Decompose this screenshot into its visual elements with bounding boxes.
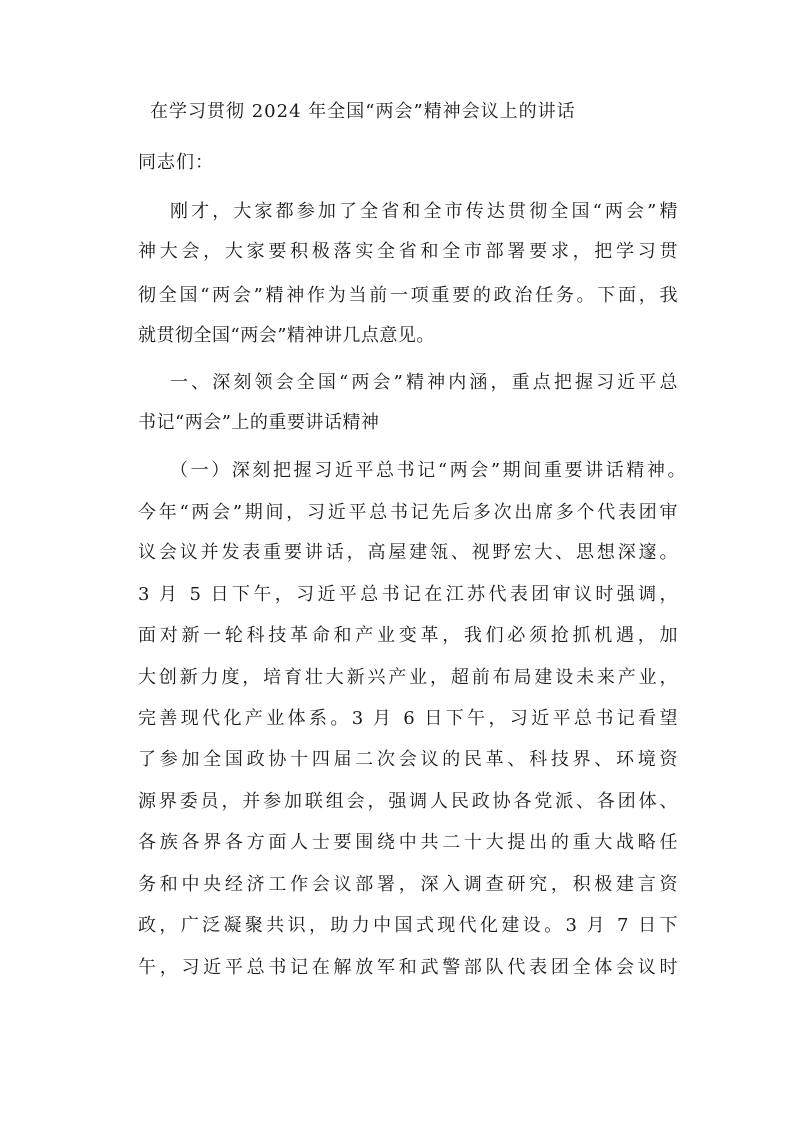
section-heading-line: 一、深刻领会全国“两会”精神内涵，重点把握习近平总 [170,372,678,393]
paragraph-line: 议会议并发表重要讲话，高屋建瓴、视野宏大、思想深邃。 [138,542,678,563]
paragraph-line: 刚才，大家都参加了全省和全市传达贯彻全国“两会”精 [170,201,678,222]
paragraph-line: 3 月 5 日下午，习近平总书记在江苏代表团审议时强调， [138,584,678,605]
paragraph-line: 源界委员，并参加联组会，强调人民政协各党派、各团体、 [138,791,678,812]
paragraph-line: 彻全国“两会”精神作为当前一项重要的政治任务。下面，我 [138,285,678,306]
paragraph-line: 大创新力度，培育壮大新兴产业，超前布局建设未来产业， [138,667,678,688]
paragraph-line: 神大会，大家要积极落实全省和全市部署要求，把学习贯 [138,241,678,262]
paragraph-line: 午，习近平总书记在解放军和武警部队代表团全体会议时 [138,957,678,978]
paragraph-line: 各族各界各方面人士要围绕中共二十大提出的重大战略任 [138,832,678,853]
paragraph-line: 面对新一轮科技革命和产业变革，我们必须抢抓机遇，加 [138,625,678,646]
paragraph-line: 务和中央经济工作会议部署，深入调查研究，积极建言资 [138,874,678,895]
paragraph-line: 了参加全国政协十四届二次会议的民革、科技界、环境资 [138,749,678,770]
paragraph-line: 今年“两会”期间，习近平总书记先后多次出席多个代表团审 [138,502,678,523]
paragraph-line: 就贯彻全国“两会”精神讲几点意见。 [138,325,435,346]
paragraph-line: 政，广泛凝聚共识，助力中国式现代化建设。3 月 7 日下 [138,915,678,936]
paragraph-line: 完善现代化产业体系。3 月 6 日下午，习近平总书记看望 [138,708,678,729]
greeting: 同志们： [138,152,214,173]
paragraph-line: （一）深刻把握习近平总书记“两会”期间重要讲话精神。 [170,460,686,481]
section-heading-line: 书记“两会”上的重要讲话精神 [138,412,380,433]
document-title: 在学习贯彻 2024 年全国“两会”精神会议上的讲话 [150,101,576,122]
